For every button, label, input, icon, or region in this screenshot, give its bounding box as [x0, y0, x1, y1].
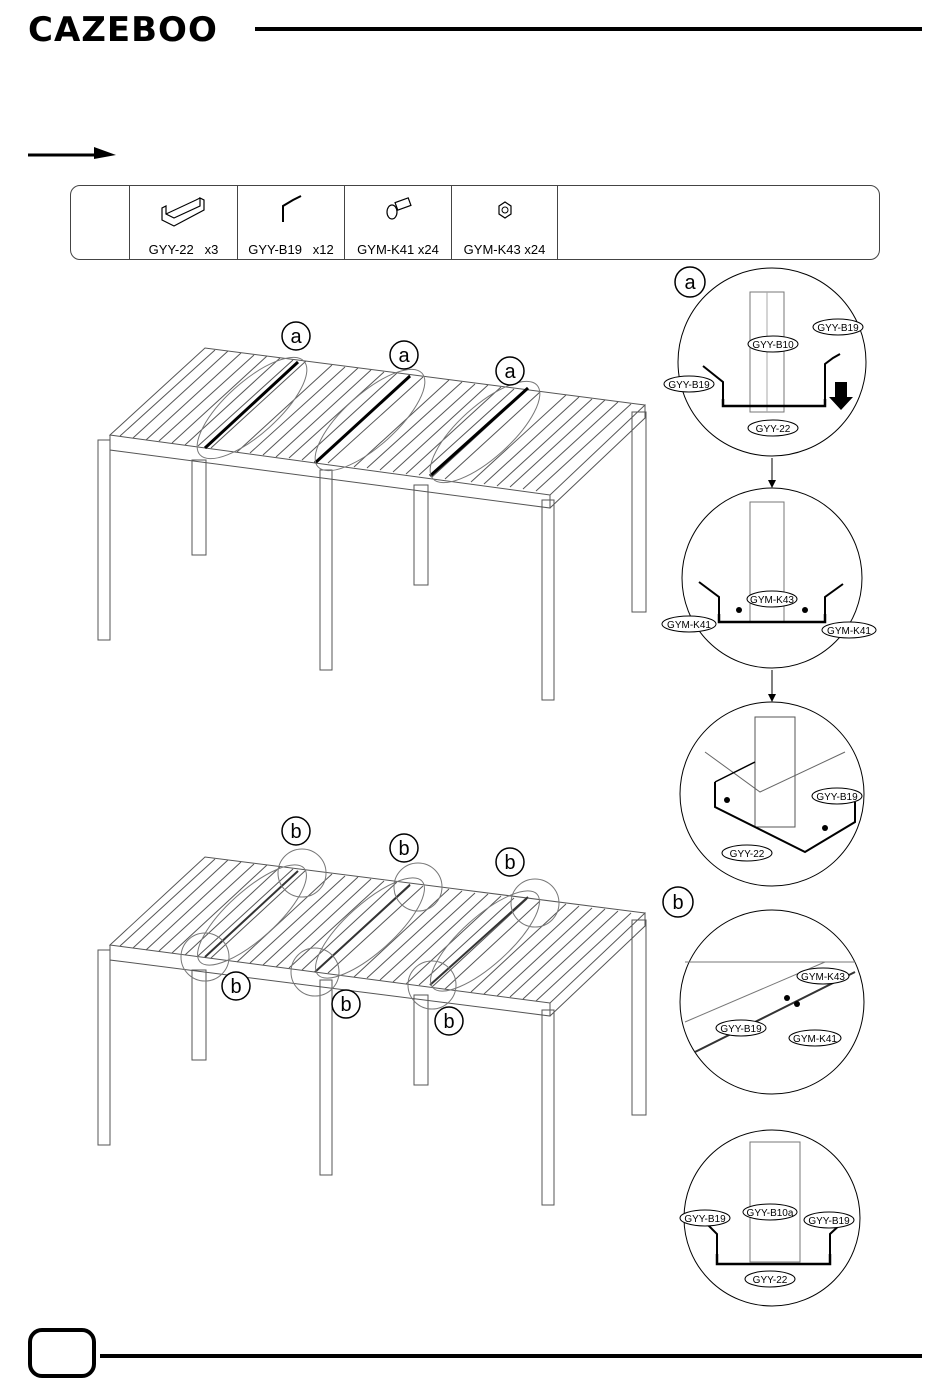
detail-column [655, 262, 945, 1317]
detail-b-step1 [680, 910, 864, 1094]
svg-text:b: b [398, 838, 410, 860]
part-cell-gym-k41 [344, 186, 451, 259]
brand-logo: CAZEBOO [28, 10, 218, 50]
svg-text:b: b [290, 821, 302, 843]
callout-b-2 [390, 834, 418, 862]
svg-text:GYY-B19: GYY-B19 [684, 1214, 726, 1225]
svg-text:b: b [340, 994, 352, 1016]
callout-a-2 [390, 341, 418, 369]
svg-text:b: b [504, 852, 516, 874]
svg-text:b: b [230, 976, 242, 998]
part-cell-gym-k43 [451, 186, 558, 259]
svg-text:GYM-K41: GYM-K41 [667, 620, 711, 631]
page-number-box [28, 1328, 96, 1378]
callout-b-5 [332, 990, 360, 1018]
svg-text:GYM-K41: GYM-K41 [793, 1034, 837, 1045]
svg-text:a: a [290, 326, 302, 348]
part-label-gym-k43: GYM-K43 x24 [463, 242, 546, 257]
hook-icon [238, 192, 344, 233]
detail-a-step3 [680, 702, 864, 886]
svg-text:a: a [504, 361, 516, 383]
svg-text:GYM-K43: GYM-K43 [801, 972, 845, 983]
part-label-gyy-22: GYY-22 x3 [148, 242, 219, 257]
callout-b-4 [222, 972, 250, 1000]
detail-callout-a [675, 267, 705, 297]
detail-a-step2 [662, 488, 876, 668]
part-label-gym-k41: GYM-K41 x24 [357, 242, 439, 257]
bracket-icon [130, 192, 237, 233]
svg-text:b: b [443, 1011, 455, 1033]
svg-text:GYY-B19: GYY-B19 [808, 1216, 850, 1227]
detail-b-step2 [680, 1130, 860, 1306]
callout-a-3 [496, 357, 524, 385]
callout-a-1 [282, 322, 310, 350]
callout-b-6 [435, 1007, 463, 1035]
callout-b-1 [282, 817, 310, 845]
nut-icon [452, 192, 557, 233]
bolt-icon [345, 192, 451, 233]
part-cell-gyy-22 [129, 186, 237, 259]
svg-text:GYY-B19: GYY-B19 [816, 792, 858, 803]
detail-callout-b [663, 887, 693, 917]
svg-text:a: a [684, 272, 696, 294]
svg-text:GYY-B10a: GYY-B10a [746, 1208, 794, 1219]
svg-text:GYY-B10: GYY-B10 [752, 340, 794, 351]
footer-rule [100, 1354, 922, 1358]
svg-text:GYY-B19: GYY-B19 [817, 323, 859, 334]
svg-text:GYM-K41: GYM-K41 [827, 626, 871, 637]
parts-table [70, 185, 880, 260]
callout-b-3 [496, 848, 524, 876]
pergola-diagram-b [80, 815, 670, 1210]
header-rule [255, 27, 922, 31]
svg-text:GYY-22: GYY-22 [752, 1275, 788, 1286]
svg-text:GYY-B19: GYY-B19 [720, 1024, 762, 1035]
svg-text:GYM-K43: GYM-K43 [750, 595, 794, 606]
step-arrow-icon [28, 144, 118, 162]
part-label-gyy-b19: GYY-B19 x12 [248, 242, 334, 257]
part-cell-gyy-b19 [237, 186, 344, 259]
svg-text:a: a [398, 345, 410, 367]
svg-text:GYY-22: GYY-22 [729, 849, 765, 860]
svg-text:GYY-B19: GYY-B19 [668, 380, 710, 391]
svg-text:b: b [672, 892, 684, 914]
svg-text:GYY-22: GYY-22 [755, 424, 791, 435]
pergola-diagram-a [80, 300, 670, 710]
